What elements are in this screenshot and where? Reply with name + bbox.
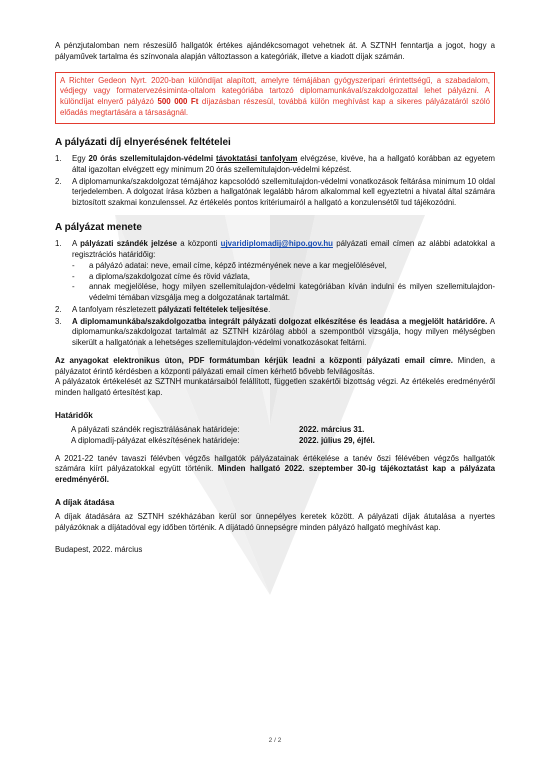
special-prize-amount: 500 000 Ft [157,97,199,106]
distance-course-label: távoktatási tanfolyam [215,154,298,164]
list-item: 3. A diplomamunkába/szakdolgozatba integrált pályázati dolgozat elkészítése és leadása a megjelölt határidőre. A diplomamunka/szakdolgozat tartalmát az SZTNH kizárólag abból a szempontból vizsgálja, hogy milyen mélységben sikerült a hallgatónak a lehetséges szellemitulajdon-védelmi vonatkozásokat feltárni. [55,316,495,348]
evaluation-paragraph: A 2021-22 tanév tavaszi félévben végzős hallgatók pályázatainak értékelése a tanév őszi félévében végzős hallgatók számára kiírt pályázatokkal együtt történik. Minden hallgató 2022. szeptember 30-ig tájékoztatást kap a pályázata eredményéről. [55,453,495,485]
intent-label: pályázati szándék jelzése [80,239,178,249]
submission-bold: Az anyagokat elektronikus úton, PDF formátumban kérjük leadni a központi pályázati email címre. [55,355,453,365]
conditions-heading: A pályázati díj elnyerésének feltételei [55,136,231,148]
list-item: 2. A tanfolyam részletezett pályázati feltételek teljesítése. [55,304,271,314]
registration-data-list [72,261,495,304]
deadline-row: A diplomadíj-pályázat elkészítésének határideje: 2022. július 29, éjfél. [71,435,375,445]
special-prize-text-2: díjazásban részesül, továbbá külön meghívást kap a sikeres pályázatáról szóló előadás megtartására a társaságnál. [60,97,490,117]
list-item: - a diploma/szakdolgozat címe és rövid vázlata, [72,271,250,281]
list-item: 1. Egy 20 órás szellemitulajdon-védelmi távoktatási tanfolyam elvégzése, kivéve, ha a hallgató korábban az egyetem által igazoltan elvégzett egy minimum 20 órás szellemitulajdon-védelmi képzést. [55,154,495,174]
course-hours: 20 órás szellemitulajdon-védelmi [88,154,216,164]
intro-paragraph: A pénzjutalomban nem részesülő hallgatók értékes ajándékcsomagot vehetnek át. A SZTNH fenntartja a jogot, hogy a pályaművek tartalma és színvonala alapján változtasson a kategóriák, illetve a kiadott díjak számán. [55,41,495,61]
page-content [55,41,495,555]
list-item-number: 1. [55,239,62,249]
deadline-date: 2022. március 31. [299,425,365,435]
list-item: - a pályázó adatai: neve, email címe, képző intézményének neve a kar megjelölésével, [72,260,387,270]
email-link[interactable]: ujvaridiplomadij@hipo.gov.hu [220,239,333,249]
signature-line: Budapest, 2022. március [55,544,143,554]
list-item: 2. A diplomamunka/szakdolgozat témájához kapcsolódó szellemitulajdon-védelmi vonatkozások feltárása minimum 10 oldal terjedelemben. A dolgozat írása közben a hallgatónak legalább három alkalommal kell egyeztetni a hivatal által számára biztosított szakmai konzulenssel. Az értékelés pontos kritériumairól a hallgató a konzulensétől tud tájékozódni. [55,176,495,208]
submission-paragraph: Az anyagokat elektronikus úton, PDF formátumban kérjük leadni a központi pályázati email címre. Minden, a pályázatot érintő kérdésben a központi pályázati email címen kérhető bővebb felvilágosítás. A pályázatok értékelését az SZTNH munkatársaiból felállított, független szakértői bizottság végzi. Az értékelés eredményéről minden hallgató értesítést kap. [55,355,495,398]
page-number: 2 / 2 [268,737,282,744]
process-heading: A pályázat menete [55,221,142,233]
special-prize-text-1: A Richter Gedeon Nyrt. 2020-ban különdíjat alapított, amelyre témájában gyógyszeripari érintettségű, a szabadalom, védjegy vagy formatervezésiminta-oltalom kategóriába tartozó diplomamunkával/szakdolgozattal lehet pályázni. A különdíjat elnyerő pályázó [60,75,490,106]
deadlines-heading: Határidők [55,410,93,420]
deadline-date: 2022. július 29, éjfél. [299,435,375,445]
list-item-number: 3. [55,316,62,326]
list-item: 1. A pályázati szándék jelzése a központi ujvaridiplomadij@hipo.gov.hu pályázati email címen az alábbi adatokkal a regisztrációs határidőig: - a pályázó adatai: neve, email címe, képző intézményének neve a kar megjelölésével, - a diploma/szakdolgozat címe és rövid vázlata, - annak megjelölése, hogy milyen szellemitulajdon-védelmi kategóriában kíván indulni és milyen szellemitulajdon-védelmi témában vizsgálja meg a dolgozatának tartalmát. [55,239,495,303]
special-prize-box [55,72,495,124]
deadline-row: A pályázati szándék regisztrálásának határideje: 2022. március 31. [71,425,365,435]
list-item-number: 1. [55,154,62,164]
conditions-list [55,154,495,209]
awards-paragraph: A díjak átadására az SZTNH székházában kerül sor ünnepélyes keretek között. A pályázati díjak átutalása a nyertes pályázóknak a díjátadóval egy időben történik. A díjátadó ünnepségre minden pályázó hallgató meghívást kap. [55,512,495,532]
list-item: - annak megjelölése, hogy milyen szellemitulajdon-védelmi kategóriában kíván indulni és milyen szellemitulajdon-védelmi témában vizsgálja meg a dolgozatának tartalmát. [72,282,495,303]
list-item-number: 2. [55,304,62,314]
process-list [55,239,495,349]
list-item-number: 2. [55,176,62,186]
awards-heading: A díjak átadása [55,497,115,507]
